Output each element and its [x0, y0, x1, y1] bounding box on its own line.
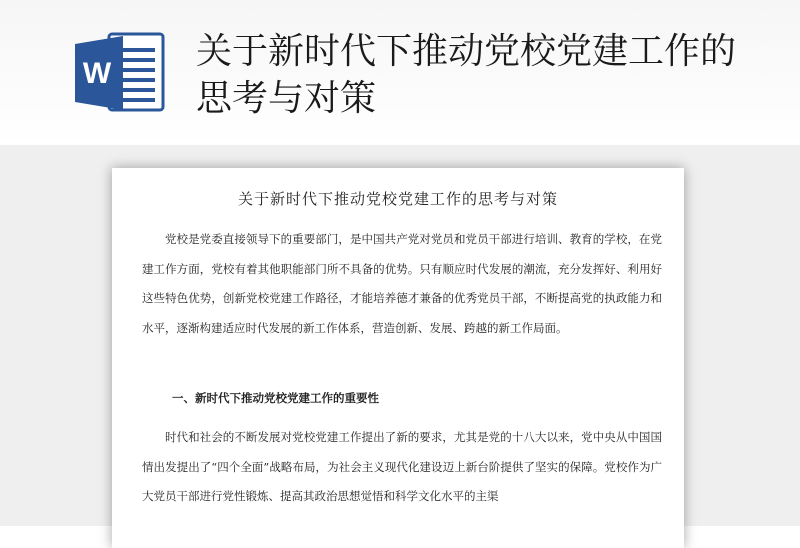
section-heading-1: 一、新时代下推动党校党建工作的重要性 — [172, 391, 379, 405]
body-paragraph-2: 时代和社会的不断发展对党校党建工作提出了新的要求，尤其是党的十八大以来，党中央从中国国情出发提出了“四个全面”战略布局，为社会主义现代化建设迈上新台阶提供了坚实的保障。党校作为广大党员干部进行党性锻炼、提高其政治思想觉悟和科学文化水平的主渠 — [142, 430, 662, 503]
document-page — [112, 168, 684, 548]
body-paragraph-1: 党校是党委直接领导下的重要部门，是中国共产党对党员和党员干部进行培训、教育的学校，在党建工作方面，党校有着其他职能部门所不具备的优势。只有顺应时代发展的潮流，充分发挥好、利用好这些特色优势，创新党校党建工作路径，才能培养德才兼备的优秀党员干部，不断提高党的执政能力和水平，逐渐构建适应时代发展的新工作体系，营造创新、发展、跨越的新工作局面。 — [142, 232, 662, 335]
document-file-title: 关于新时代下推动党校党建工作的思考与对策 — [196, 31, 737, 119]
document-title: 关于新时代下推动党校党建工作的思考与对策 — [237, 190, 558, 208]
word-icon-letter: W — [82, 57, 112, 90]
header-banner — [0, 0, 800, 145]
word-document-icon — [75, 32, 167, 114]
